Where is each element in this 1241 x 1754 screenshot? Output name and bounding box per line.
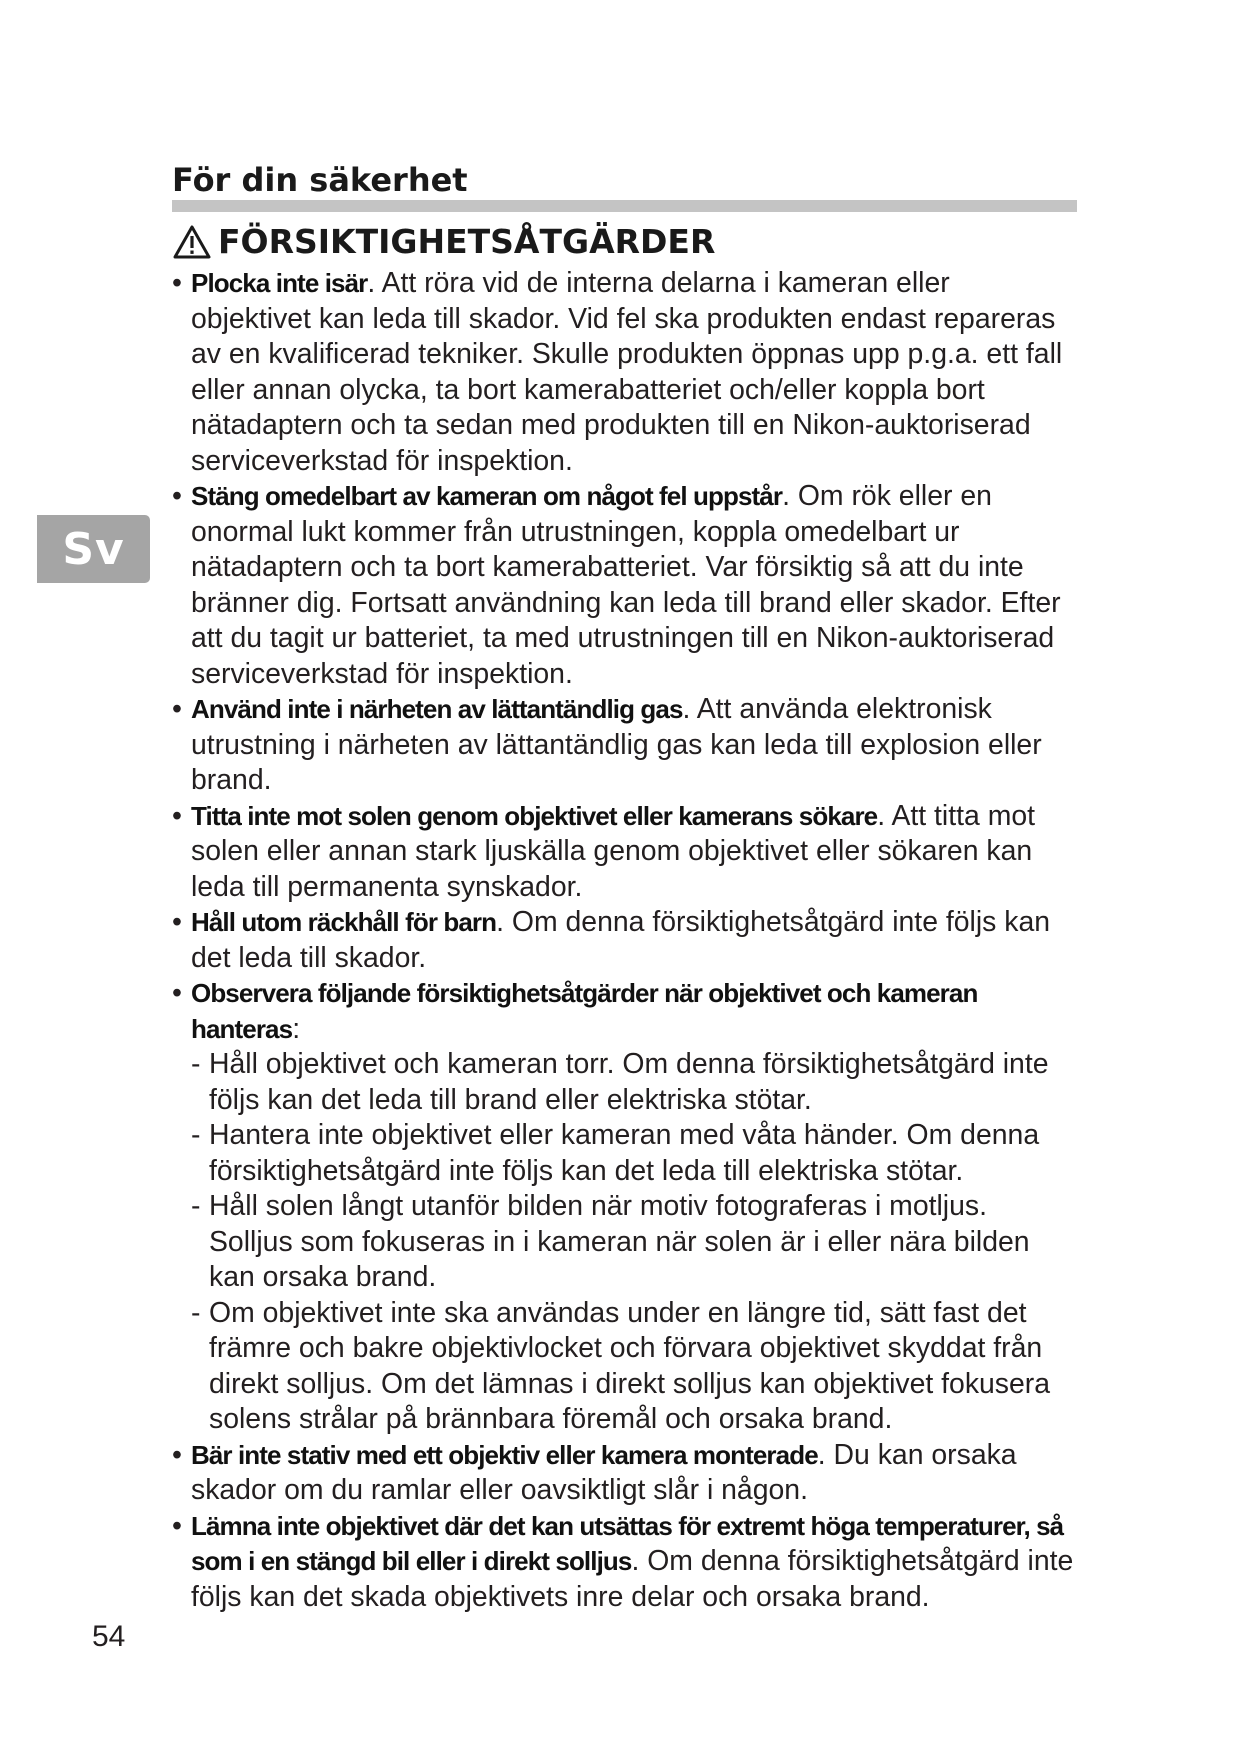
item-text: . Om rök eller en onormal lukt kommer från utrustningen, koppla omedelbart ur nätadaptern och ta bort kamerabatteriet. Var försiktig så att du inte bränner dig. Fortsatt användning kan leda till brand eller skador. Efter att du tagit ur batteriet, ta med utrustningen till en Nikon-auktoriserad serviceverkstad för inspektion. <box>191 480 1061 690</box>
dash-marker: - <box>191 1190 201 1222</box>
dash-marker: - <box>191 1119 201 1151</box>
item-text: . Du kan orsaka skador om du ramlar eller oavsiktligt slår i någon. <box>191 1438 1017 1506</box>
list-item <box>172 799 1077 906</box>
item-lead: Lämna inte objektivet där det kan utsättas för extremt höga temperaturer, så som i en stängd bil eller i direkt solljus <box>191 1510 1064 1576</box>
item-lead: Bär inte stativ med ett objektiv eller kamera monterade <box>191 1439 818 1470</box>
bullet-icon: • <box>172 693 182 725</box>
sub-item <box>172 1189 1077 1296</box>
bullet-icon: • <box>172 267 182 299</box>
heading-rule <box>172 200 1077 212</box>
bullet-icon: • <box>172 906 182 938</box>
dash-marker: - <box>191 1296 201 1329</box>
list-item <box>172 266 1077 479</box>
bullet-icon: • <box>172 977 182 1009</box>
list-item <box>172 1509 1077 1616</box>
list-item <box>172 976 1077 1047</box>
item-text: . Om denna försiktighetsåtgärd inte följs kan det skada objektivets inre delar och orsaka brand. <box>191 1545 1074 1613</box>
sub-item <box>172 1296 1077 1438</box>
page-number: 54 <box>92 1620 126 1653</box>
sub-item-text: Håll objektivet och kameran torr. Om denna försiktighetsåtgärd inte följs kan det leda till brand eller elektriska stötar. <box>209 1048 1049 1116</box>
bullet-icon: • <box>172 799 182 832</box>
item-text: : <box>292 1012 301 1045</box>
item-text: . Att röra vid de interna delarna i kameran eller objektivet kan leda till skador. Vid fel ska produkten endast repareras av en kvalificerad tekniker. Skulle produkten öppnas upp p.g.a. ett fall eller annan olycka, ta bort kamerabatteriet och/eller koppla bort nätadaptern och ta sedan med produkten till en Nikon-auktoriserad serviceverkstad för inspektion. <box>191 267 1063 477</box>
item-lead: Använd inte i närheten av lättantändlig gas <box>191 694 683 724</box>
sub-item-text: Hantera inte objektivet eller kameran med våta händer. Om denna försiktighetsåtgärd inte följs kan det leda till elektriska stötar. <box>209 1119 1040 1187</box>
list-item <box>172 905 1077 976</box>
sub-item-text: Om objektivet inte ska användas under en längre tid, sätt fast det främre och bakre objektivlocket och förvara objektivet skyddat från direkt solljus. Om det lämnas i direkt solljus kan objektivet fokusera solens strålar på brännbara föremål och orsaka brand. <box>209 1296 1051 1435</box>
caution-title <box>172 220 715 264</box>
dash-marker: - <box>191 1048 201 1080</box>
sub-item-text: Håll solen långt utanför bilden när motiv fotograferas i motljus. Solljus som fokuseras in i kameran när solen är i eller nära bilden kan orsaka brand. <box>209 1190 1030 1293</box>
warning-triangle-icon <box>172 224 212 260</box>
precautions-list <box>172 266 1077 1615</box>
list-item <box>172 692 1077 799</box>
sub-item <box>172 1118 1077 1189</box>
list-item <box>172 1438 1077 1509</box>
language-tab <box>37 515 150 583</box>
item-lead: Plocka inte isär <box>191 268 368 298</box>
item-text: . Att använda elektronisk utrustning i närheten av lättantändlig gas kan leda till explosion eller brand. <box>191 693 1042 796</box>
bullet-icon: • <box>172 1438 182 1471</box>
item-lead: Håll utom räckhåll för barn <box>191 907 497 937</box>
bullet-icon: • <box>172 1509 182 1542</box>
item-lead: Titta inte mot solen genom objektivet eller kamerans sökare <box>191 800 878 831</box>
item-lead: Stäng omedelbart av kameran om något fel uppstår <box>191 481 783 511</box>
page-heading: För din säkerhet <box>172 161 468 199</box>
item-text: . Att titta mot solen eller annan stark ljuskälla genom objektivet eller sökaren kan leda till permanenta synskador. <box>191 799 1036 903</box>
item-text: . Om denna försiktighetsåtgärd inte följs kan det leda till skador. <box>191 906 1051 974</box>
language-tab-label: Sv <box>62 523 125 575</box>
list-item <box>172 479 1077 692</box>
caution-title-text: FÖRSIKTIGHETSÅTGÄRDER <box>218 222 716 261</box>
sub-item <box>172 1047 1077 1118</box>
item-lead: Observera följande försiktighetsåtgärder när objektivet och kameran hanteras <box>191 978 978 1044</box>
bullet-icon: • <box>172 480 182 512</box>
